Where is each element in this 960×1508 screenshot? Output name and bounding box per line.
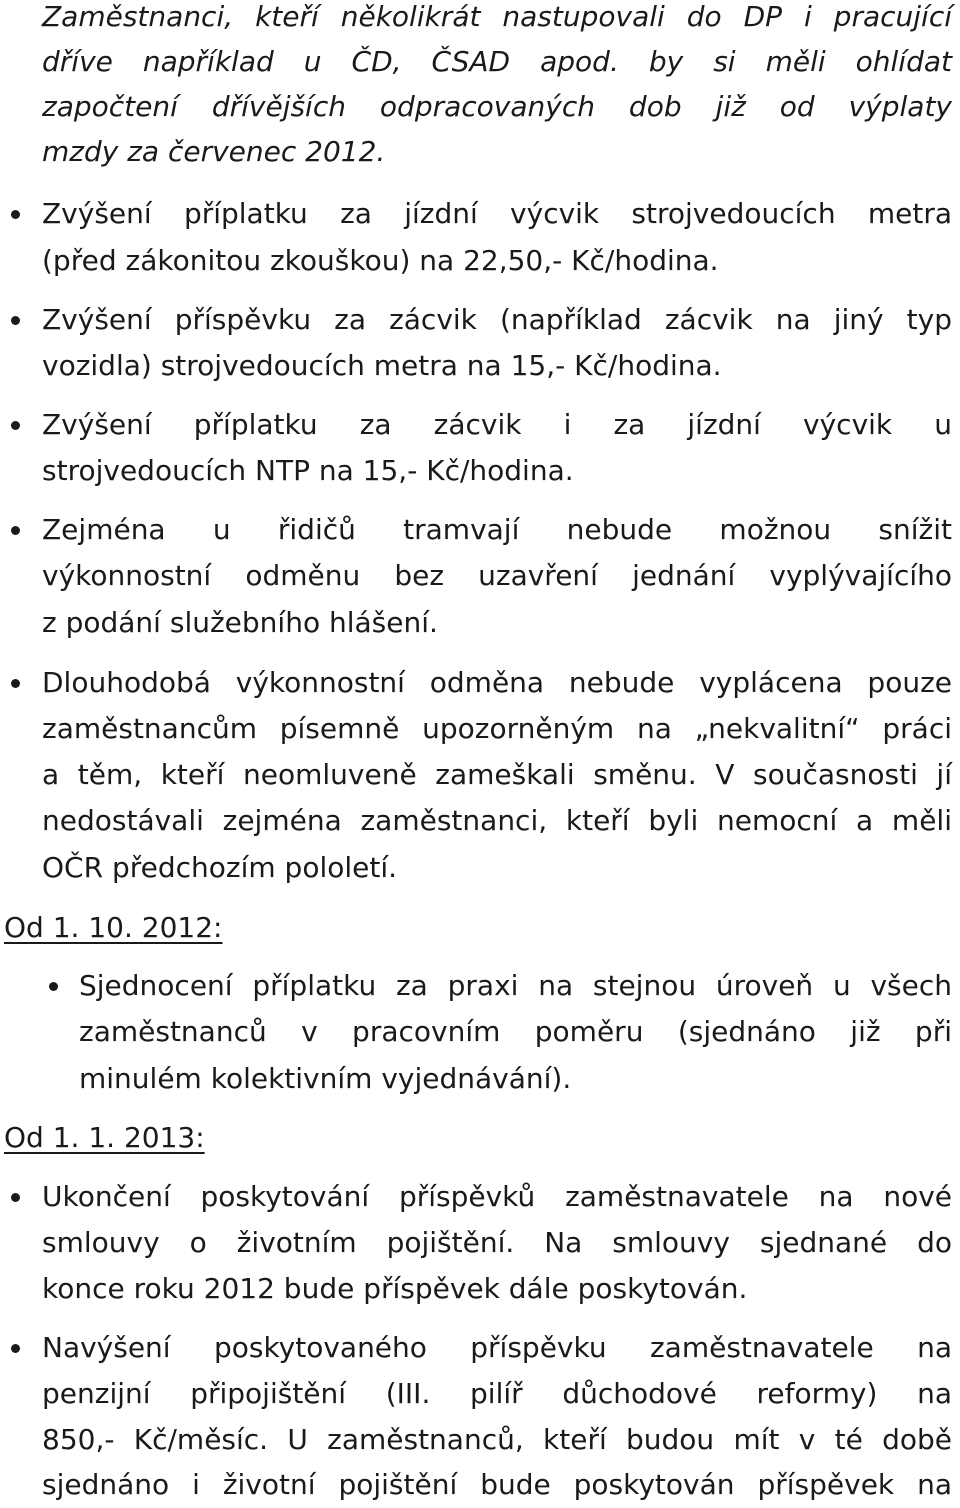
bullet-icon	[11, 1193, 20, 1202]
bullet-icon	[49, 982, 58, 991]
text-line: strojvedoucích NTP na 15,- Kč/hodina.	[42, 454, 574, 487]
section-heading: Od 1. 1. 2013:	[4, 1121, 205, 1154]
section-heading: Od 1. 10. 2012:	[4, 911, 223, 944]
bullet-icon	[11, 210, 20, 219]
text-line: sjednáno i životní pojištění bude poskytován příspěvek na	[42, 1468, 952, 1501]
bullet-icon	[11, 679, 20, 688]
bullet-icon	[11, 421, 20, 430]
text-line: 850,- Kč/měsíc. U zaměstnanců, kteří budou mít v té době	[42, 1423, 952, 1456]
text-line: Zaměstnanci, kteří několikrát nastupovali do DP i pracující	[42, 0, 952, 33]
text-line: vozidla) strojvedoucích metra na 15,- Kč/hodina.	[42, 349, 722, 382]
text-line: penzijní připojištění (III. pilíř důchodové reformy) na	[42, 1377, 952, 1410]
text-line: Ukončení poskytování příspěvků zaměstnavatele na nové	[42, 1180, 952, 1213]
text-line: Zvýšení příspěvku za zácvik (například zácvik na jiný typ	[42, 303, 952, 336]
text-line: dříve například u ČD, ČSAD apod. by si měli ohlídat	[42, 45, 952, 78]
text-line: Dlouhodobá výkonnostní odměna nebude vyplácena pouze	[42, 666, 952, 699]
text-line: započtení dřívějších odpracovaných dob již od výplaty	[42, 90, 952, 123]
text-line: minulém kolektivním vyjednávání).	[79, 1062, 572, 1095]
text-line: z podání služebního hlášení.	[42, 606, 438, 639]
text-line: konce roku 2012 bude příspěvek dále poskytován.	[42, 1272, 748, 1305]
text-line: nedostávali zejména zaměstnanci, kteří byli nemocní a měli	[42, 804, 952, 837]
text-line: OČR předchozím pololetí.	[42, 851, 398, 884]
text-line: Zvýšení příplatku za zácvik i za jízdní výcvik u	[42, 408, 952, 441]
text-line: Zejména u řidičů tramvají nebude možnou snížit	[42, 513, 952, 546]
text-line: zaměstnancům písemně upozorněným na „nekvalitní“ práci	[42, 712, 952, 745]
text-line: zaměstnanců v pracovním poměru (sjednáno již při	[79, 1015, 952, 1048]
text-line: Navýšení poskytovaného příspěvku zaměstnavatele na	[42, 1331, 952, 1364]
text-line: mzdy za červenec 2012.	[42, 135, 386, 168]
text-line: (před zákonitou zkouškou) na 22,50,- Kč/hodina.	[42, 244, 719, 277]
text-line: a těm, kteří neomluveně zameškali směnu. V současnosti jí	[42, 758, 952, 791]
text-line: Sjednocení příplatku za praxi na stejnou úroveň u všech	[79, 969, 952, 1002]
text-line: smlouvy o životním pojištění. Na smlouvy sjednané do	[42, 1226, 952, 1259]
text-line: Zvýšení příplatku za jízdní výcvik strojvedoucích metra	[42, 197, 952, 230]
bullet-icon	[11, 1344, 20, 1353]
bullet-icon	[11, 526, 20, 535]
text-line: výkonnostní odměnu bez uzavření jednání vyplývajícího	[42, 559, 952, 592]
bullet-icon	[11, 316, 20, 325]
